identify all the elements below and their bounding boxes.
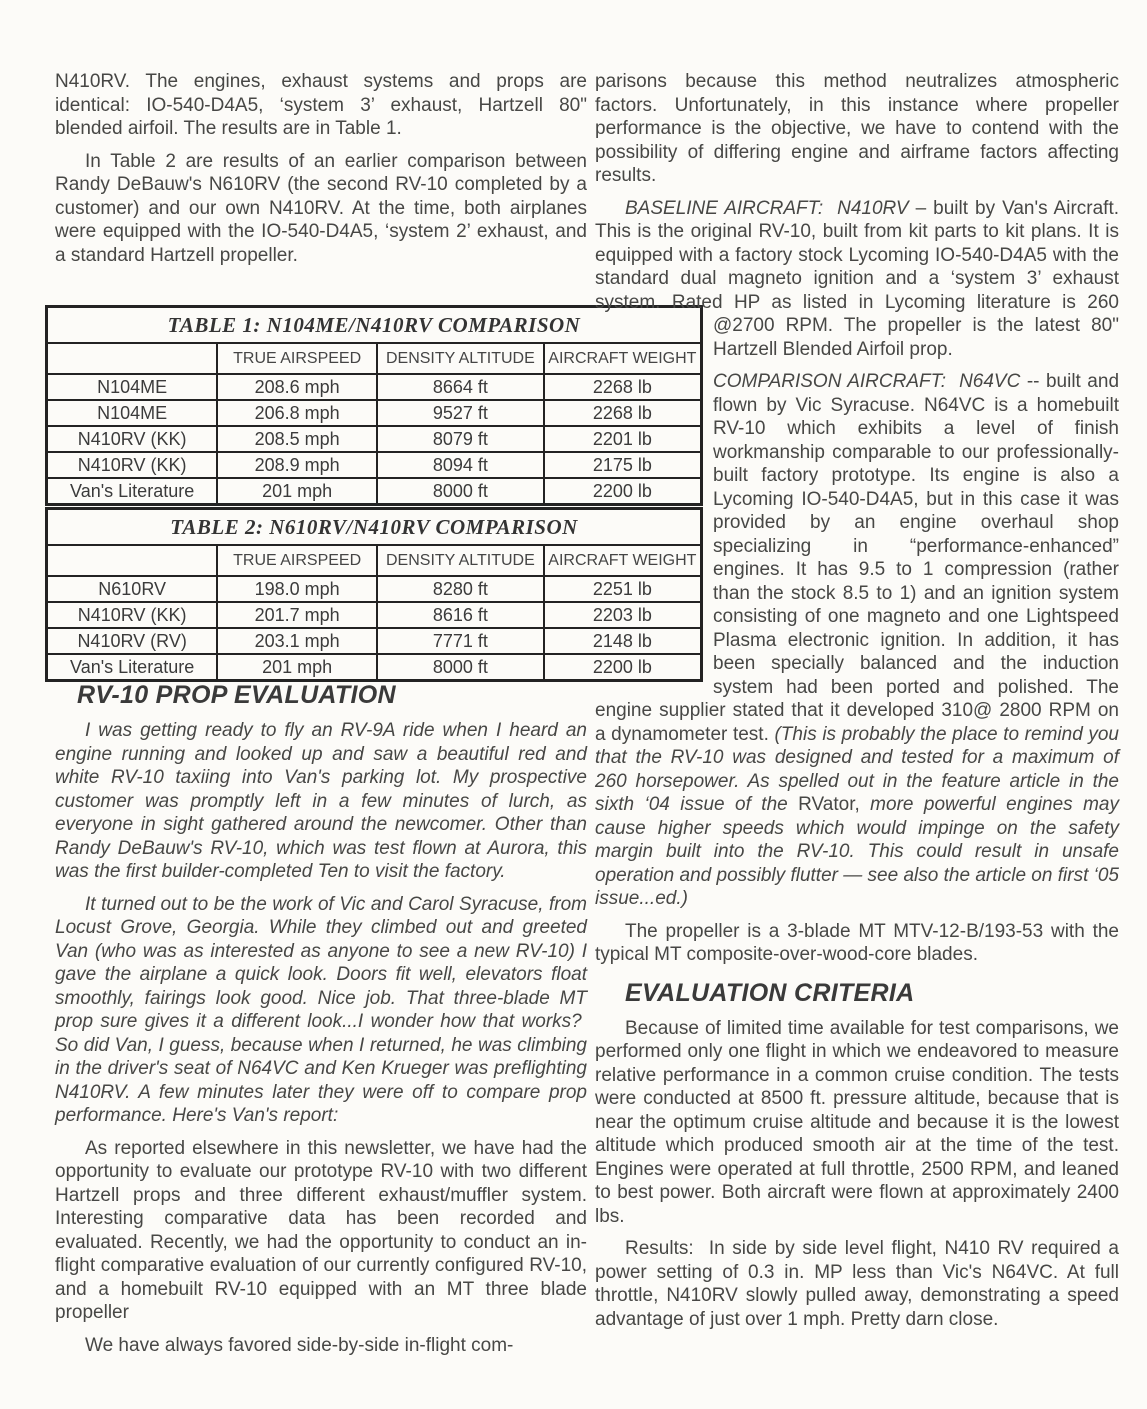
table-cell: 198.0 mph	[217, 576, 377, 602]
table-cell: 2268 lb	[544, 400, 702, 426]
table-cell: 8616 ft	[377, 602, 544, 628]
table-header-cell: TRUE AIRSPEED	[217, 343, 377, 374]
table-cell: 2201 lb	[544, 426, 702, 452]
paragraph: parisons because this method neutralizes atmospheric factors. Unfortunately, in this instance where propeller performance is the objective, we have to contend with the possibility of differing engine and airframe factors affecting results.	[595, 71, 1119, 186]
table-cell: 8079 ft	[377, 426, 544, 452]
table-cell: N104ME	[47, 400, 218, 426]
table-header-cell: AIRCRAFT WEIGHT	[544, 545, 702, 576]
table-cell: 2148 lb	[544, 628, 702, 654]
table-cell: N104ME	[47, 374, 218, 400]
section-heading-prop-evaluation: RV-10 PROP EVALUATION	[77, 681, 396, 709]
table-cell: 8000 ft	[377, 654, 544, 681]
paragraph: We have always favored side-by-side in-flight com-	[85, 1334, 514, 1356]
table-cell: 7771 ft	[377, 628, 544, 654]
table-header-cell: TRUE AIRSPEED	[217, 545, 377, 576]
table-header-cell: DENSITY ALTITUDE	[377, 343, 544, 374]
table-header-cell	[47, 545, 218, 576]
paragraph: I was getting ready to fly an RV-9A ride when I heard an engine running and looked up and saw a beautiful red and white RV-10 taxiing into Van's parking lot. My prospective customer was promptly left in a few minutes of lurch, as everyone in sight gathered around the newcomer. Other than Randy DeBauw's RV-10, which was test flown at Aurora, this was the first builder-completed Ten to visit the factory.	[55, 720, 587, 882]
table-cell: 2251 lb	[544, 576, 702, 602]
paragraph: As reported elsewhere in this newsletter, we have had the opportunity to evaluate our prototype RV-10 with two different Hartzell props and three different exhaust/muffler system. Interesting comparative data has been recorded and evaluated. Recently, we had the opportunity to conduct an in-flight comparative evaluation of our currently configured RV-10, and a homebuilt RV-10 equipped with an MT three blade propeller	[55, 1137, 587, 1323]
text-run-editor-note: (This is probably the place to remind you that the RV-10 was designed and tested for a maximum of 260 horsepower. As spelled out in the feature article in the sixth ‘04 issue of the	[595, 723, 1120, 815]
left-column-bottom	[55, 681, 587, 1366]
paragraph: It turned out to be the work of Vic and Carol Syracuse, from Locust Grove, Georgia. While they climbed out and greeted Van (who was as interested as anyone to see a new RV-10) I gave the airplane a quick look. Doors fit well, elevators float smoothly, fairings look good. Nice job. That three-blade MT prop sure gives it a different look...I wonder how that works? So did Van, I guess, because when I returned, he was climbing in the driver's seat of N64VC and Ken Krueger was preflighting N410RV. A few minutes later they were off to compare prop performance. Here's Van's report:	[55, 893, 587, 1126]
section-heading-evaluation-criteria: EVALUATION CRITERIA	[625, 978, 915, 1007]
paragraph: The propeller is a 3-blade MT MTV-12-B/193-53 with the typical MT composite-over-wood-core blades.	[595, 920, 1119, 965]
table-cell: 208.6 mph	[217, 374, 377, 400]
paragraph: N410RV. The engines, exhaust systems and props are identical: IO-540-D4A5, ‘system 3’ exhaust, Hartzell 80" blended airfoil. The results are in Table 1.	[55, 71, 587, 139]
table-cell: 2200 lb	[544, 478, 702, 505]
table-header-cell: DENSITY ALTITUDE	[377, 545, 544, 576]
text-run-baseline-lead: BASELINE AIRCRAFT: N410RV	[625, 197, 909, 219]
table-cell: 201 mph	[217, 478, 377, 505]
text-run: – built by Van's Aircraft. This is the original RV-10, built from kit parts to kit plans. It is equipped with a factory stock Lycoming IO-540-D4A5 with the standard dual magneto ignition and a ‘system 3’ exhaust system. Rated HP as listed in Lycoming literature is 260 @2700 RPM. The propeller is the latest 80" Hartzell Blended Airfoil prop.	[595, 197, 1120, 360]
table-cell: 201.7 mph	[217, 602, 377, 628]
table-cell: 9527 ft	[377, 400, 544, 426]
table-cell: 206.8 mph	[217, 400, 377, 426]
paragraph: Results: In side by side level flight, N410 RV required a power setting of 0.3 in. MP less than Vic's N64VC. At full throttle, N410RV slowly pulled away, demonstrating a speed advantage of just over 1 mph. Pretty darn close.	[595, 1238, 1119, 1330]
table-cell: 2268 lb	[544, 374, 702, 400]
right-column	[595, 70, 1119, 1340]
table-cell: Van's Literature	[47, 654, 218, 681]
table-overhang-spacer	[595, 314, 713, 692]
table-cell: N410RV (KK)	[47, 602, 218, 628]
text-run: -- built and flown by Vic Syracuse. N64VC is a homebuilt RV-10 which exhibits a level of finish workmanship comparable to our professionally-built factory prototype. Its engine is also a Lycoming IO-540-D4A5, but in this case it was provided by an engine overhaul shop specializing in “performance-enhanced” engines. It has 9.5 to 1 compression (rather than the stock 8.5 to 1) and an ignition system consisting of one magneto and one Lightspeed Plasma electronic ignition. In addition, it has been specially balanced and the induction system had been ported and polished. The engine supplier stated that it developed 310@ 2800 RPM on a dynamometer test.	[595, 371, 1120, 745]
text-run-editor-note: more powerful engines may cause higher speeds which would impinge on the safety margin built into the RV-10. This could result in unsafe operation and possibly flutter — see also the article on first ‘05 issue...ed.)	[595, 794, 1119, 909]
table-cell: N410RV (KK)	[47, 452, 218, 478]
table-cell: N410RV (RV)	[47, 628, 218, 654]
table-cell: N610RV	[47, 576, 218, 602]
table-cell: 2203 lb	[544, 602, 702, 628]
table-cell: 8280 ft	[377, 576, 544, 602]
table-2-title: TABLE 2: N610RV/N410RV COMPARISON	[47, 509, 702, 546]
table-header-cell: AIRCRAFT WEIGHT	[544, 343, 702, 374]
table-cell: 8094 ft	[377, 452, 544, 478]
text-run-comparison-lead: COMPARISON AIRCRAFT: N64VC	[713, 371, 1021, 392]
text-run-rvator: RVator,	[798, 794, 860, 815]
table-cell: 8000 ft	[377, 478, 544, 505]
table-cell: 8664 ft	[377, 374, 544, 400]
table-1-title: TABLE 1: N104ME/N410RV COMPARISON	[47, 307, 702, 344]
paragraph: In Table 2 are results of an earlier comparison between Randy DeBauw's N610RV (the second RV-10 completed by a customer) and our own N410RV. At the time, both airplanes were equipped with the IO-540-D4A5, ‘system 2’ exhaust, and a standard Hartzell propeller.	[55, 150, 587, 266]
table-header-cell	[47, 343, 218, 374]
table-cell: N410RV (KK)	[47, 426, 218, 452]
table-cell: Van's Literature	[47, 478, 218, 505]
left-column-top	[55, 70, 587, 276]
table-cell: 208.9 mph	[217, 452, 377, 478]
table-cell: 201 mph	[217, 654, 377, 681]
table-cell: 208.5 mph	[217, 426, 377, 452]
table-cell: 2200 lb	[544, 654, 702, 681]
table-cell: 203.1 mph	[217, 628, 377, 654]
table-cell: 2175 lb	[544, 452, 702, 478]
paragraph: Because of limited time available for test comparisons, we performed only one flight in which we endeavored to measure relative performance in a common cruise condition. The tests were conducted at 8500 ft. pressure altitude, because that is near the optimum cruise altitude and because it is the lowest altitude which produced smooth air at the time of the test. Engines were operated at full throttle, 2500 RPM, and leaned to best power. Both aircraft were flown at approximately 2400 lbs.	[595, 1017, 1119, 1227]
